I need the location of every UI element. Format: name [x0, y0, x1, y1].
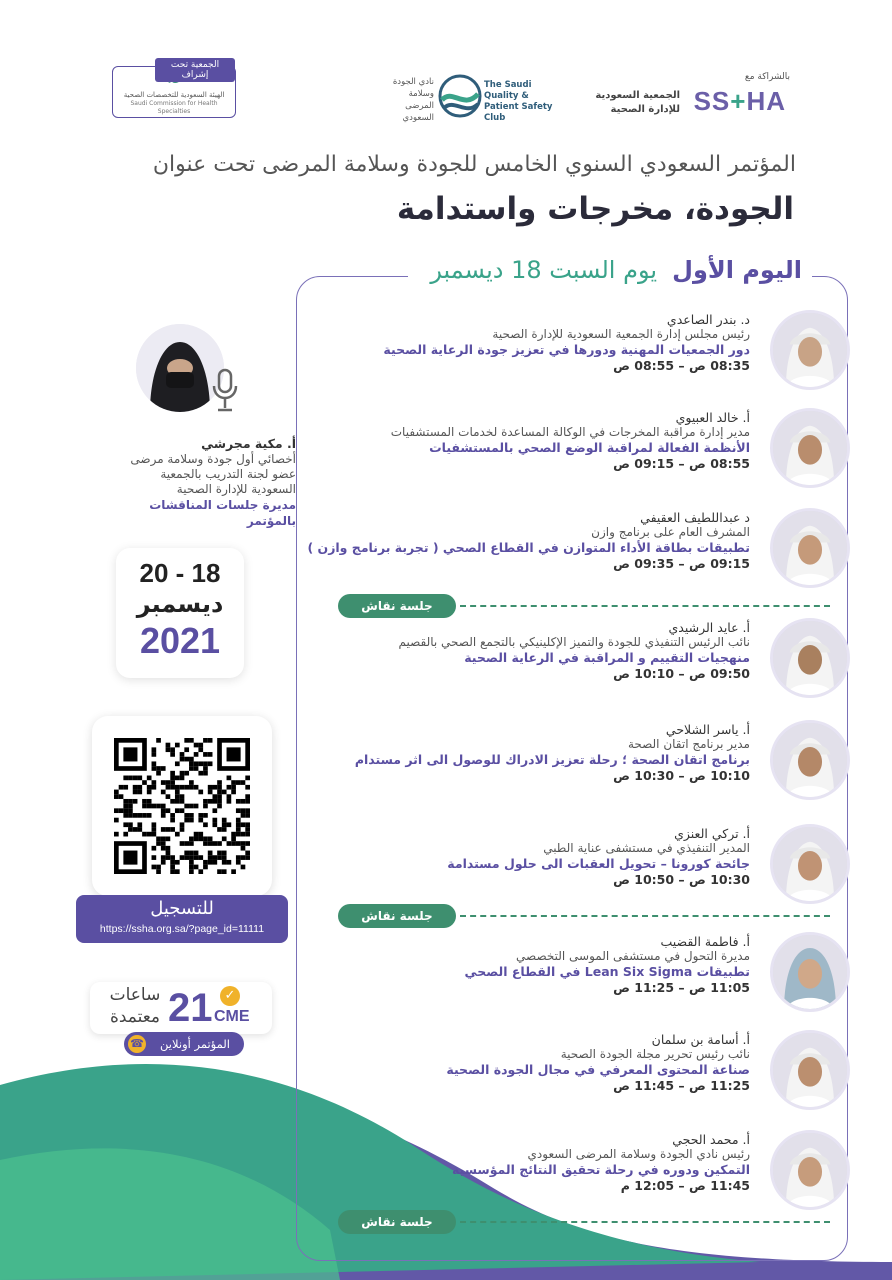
session-time: 08:55 ص – 09:15 ص [613, 456, 750, 471]
online-label: المؤتمر أونلاين [160, 1037, 230, 1051]
speaker-photo [770, 1130, 850, 1210]
speaker-name: د. بندر الصاعدي [666, 312, 750, 327]
cme-hours-text: ساعات معتمدة [109, 985, 161, 1027]
date-month: ديسمبر [136, 590, 224, 618]
session-topic: برنامج اتقان الصحة ؛ رحلة تعزيز الادراك للوصول الى اثر مستدام [354, 752, 750, 767]
speaker-photo [770, 1030, 850, 1110]
speaker-name: أ. تركي العنزي [674, 826, 750, 841]
speaker-position: المشرف العام على برنامج وازن [591, 525, 750, 539]
brand-part-b: HA [746, 86, 786, 116]
scfhs-name-ar: الهيئة السعودية للتخصصات الصحية [123, 91, 225, 99]
speaker-position: مدير برنامج اتقان الصحة [627, 737, 750, 751]
session-topic: تطبيقات بطاقة الأداء المتوازن في القطاع الصحي ( تجربة برنامج وازن ) [307, 540, 750, 555]
speaker-photo [770, 310, 850, 390]
session-topic: منهجيات التقييم و المراقبة في الرعاية الصحية [464, 650, 750, 665]
conference-title: الجودة، مخرجات واستدامة [396, 191, 794, 227]
session-item [307, 504, 892, 600]
moderator-info [96, 436, 296, 529]
session-item [332, 820, 892, 916]
session-item [332, 614, 892, 710]
date-year: 2021 [139, 620, 221, 661]
session-item [332, 306, 892, 402]
registration-box[interactable] [76, 895, 288, 943]
session-text [330, 410, 750, 472]
session-time: 08:35 ص – 08:55 ص [613, 358, 750, 373]
ssha-logo [595, 72, 790, 118]
speaker-name: أ. خالد العبيوي [675, 410, 750, 425]
cme-label: CME [214, 1008, 250, 1025]
session-time: 10:10 ص – 10:30 ص [613, 768, 750, 783]
dashed-line [460, 605, 830, 607]
date-range: 20 - 18 [139, 558, 221, 588]
registration-label: للتسجيل [150, 898, 214, 919]
session-text [330, 934, 750, 996]
speaker-position: مديرة التحول في مستشفى الموسى التخصصي [516, 949, 750, 963]
session-item [332, 928, 892, 1024]
cme-card [90, 982, 272, 1034]
speaker-position: مدير إدارة مراقبة المخرجات في الوكالة المساعدة لخدمات المستشفيات [390, 425, 750, 439]
speaker-photo [770, 720, 850, 800]
speaker-position: المدير التنفيذي في مستشفى عناية الطبي [543, 841, 750, 855]
moderator-name: أ. مكية مجرشي [201, 436, 296, 451]
date-card [116, 548, 244, 678]
speaker-photo [770, 508, 850, 588]
speaker-name: أ. ياسر الشلاحي [665, 722, 750, 737]
discussion-pill: جلسة نقاش [338, 594, 456, 618]
discussion-pill: جلسة نقاش [338, 904, 456, 928]
session-time: 11:45 ص – 12:05 م [620, 1178, 750, 1193]
speaker-photo [770, 408, 850, 488]
registration-qr-code[interactable] [92, 716, 272, 896]
day-header [408, 256, 812, 296]
session-text [330, 826, 750, 888]
dashed-line [460, 915, 830, 917]
scfhs-name-en: Saudi Commission for Health Specialties [130, 100, 218, 115]
session-topic: جائحة كورونا – تحويل العقبات الى حلول مستدامة [447, 856, 750, 871]
speaker-name: أ. عايد الرشيدي [668, 620, 750, 635]
partner-label: بالشراكة مع [744, 72, 790, 82]
moderator-line: أخصائي أول جودة وسلامة مرضى [130, 452, 296, 466]
session-time: 11:05 ص – 11:25 ص [613, 980, 750, 995]
speaker-photo [770, 618, 850, 698]
session-text [330, 1032, 750, 1094]
ssha-name-line1: الجمعية السعودية [595, 90, 680, 101]
cme-hours-number: 21 [168, 986, 213, 1030]
brand-part-a: SS [693, 86, 731, 116]
speaker-photo [770, 932, 850, 1012]
session-item [332, 1026, 892, 1122]
microphone-icon [210, 368, 240, 414]
quality-club-logo [378, 64, 558, 128]
speaker-name: أ. محمد الحجي [672, 1132, 750, 1147]
session-item [332, 716, 892, 812]
session-text [330, 1132, 750, 1194]
speaker-name: أ. أسامة بن سلمان [651, 1032, 750, 1047]
session-topic: تطبيقات Lean Six Sigma في القطاع الصحي [464, 964, 750, 979]
club-name-en: The Saudi Quality & Patient Safety Club [484, 80, 553, 123]
qr-code-icon [114, 738, 250, 874]
headset-icon: ☎ [128, 1035, 146, 1053]
ssha-name-line2: للإدارة الصحية [610, 104, 680, 115]
session-text [330, 312, 750, 374]
brand-plus: + [730, 86, 747, 116]
session-time: 09:15 ص – 09:35 ص [613, 556, 750, 571]
speaker-position: رئيس نادي الجودة وسلامة المرضى السعودي [527, 1147, 750, 1161]
session-topic: صناعة المحتوى المعرفي في مجال الجودة الصحية [446, 1062, 750, 1077]
session-text [330, 620, 750, 682]
online-badge [124, 1032, 244, 1056]
dashed-line [460, 1221, 830, 1223]
club-name-ar: نادي الجودة وسلامة المرضى السعودي [392, 77, 434, 123]
speaker-position: رئيس مجلس إدارة الجمعية السعودية للإدارة الصحية [492, 327, 750, 341]
discussion-pill: جلسة نقاش [338, 1210, 456, 1234]
session-text [330, 722, 750, 784]
speaker-name: أ. فاطمة القضيب [660, 934, 750, 949]
speaker-photo [770, 824, 850, 904]
conference-subtitle: المؤتمر السعودي السنوي الخامس للجودة وسلامة المرضى تحت عنوان [152, 152, 796, 177]
day-date: يوم السبت 18 ديسمبر [430, 256, 658, 284]
session-time: 11:25 ص – 11:45 ص [613, 1078, 750, 1093]
session-time: 09:50 ص – 10:10 ص [613, 666, 750, 681]
session-topic: دور الجمعيات المهنية ودورها في تعزيز جودة الرعاية الصحية [383, 342, 750, 357]
session-topic: الأنظمة الفعالة لمراقبة الوضع الصحي بالمستشفيات [429, 440, 750, 455]
speaker-position: نائب الرئيس التنفيذي للجودة والتميز الإكلينيكي بالتجمع الصحي بالقصيم [398, 635, 750, 649]
session-item [332, 404, 892, 500]
speaker-position: نائب رئيس تحرير مجلة الجودة الصحية [560, 1047, 750, 1061]
moderator-line: عضو لجنة التدريب بالجمعية [160, 467, 296, 481]
session-time: 10:30 ص – 10:50 ص [613, 872, 750, 887]
session-text [307, 510, 750, 572]
check-icon: ✓ [220, 986, 240, 1006]
supervision-label: الجمعية تحت إشراف [155, 58, 235, 82]
speaker-name: د عبداللطيف العقيفي [640, 510, 750, 525]
scfhs-logo [112, 60, 236, 118]
moderator-role: مديرة جلسات المناقشات بالمؤتمر [149, 498, 296, 528]
session-item [332, 1126, 892, 1222]
session-topic: التمكين ودوره في رحلة تحقيق النتائج المؤسسية [452, 1162, 750, 1177]
day-label: اليوم الأول [672, 256, 802, 284]
ssha-brand [694, 86, 786, 117]
club-emblem-icon [438, 66, 482, 126]
registration-url[interactable]: https://ssha.org.sa/?page_id=11111 [99, 923, 265, 935]
moderator-line: السعودية للإدارة الصحية [176, 482, 296, 496]
